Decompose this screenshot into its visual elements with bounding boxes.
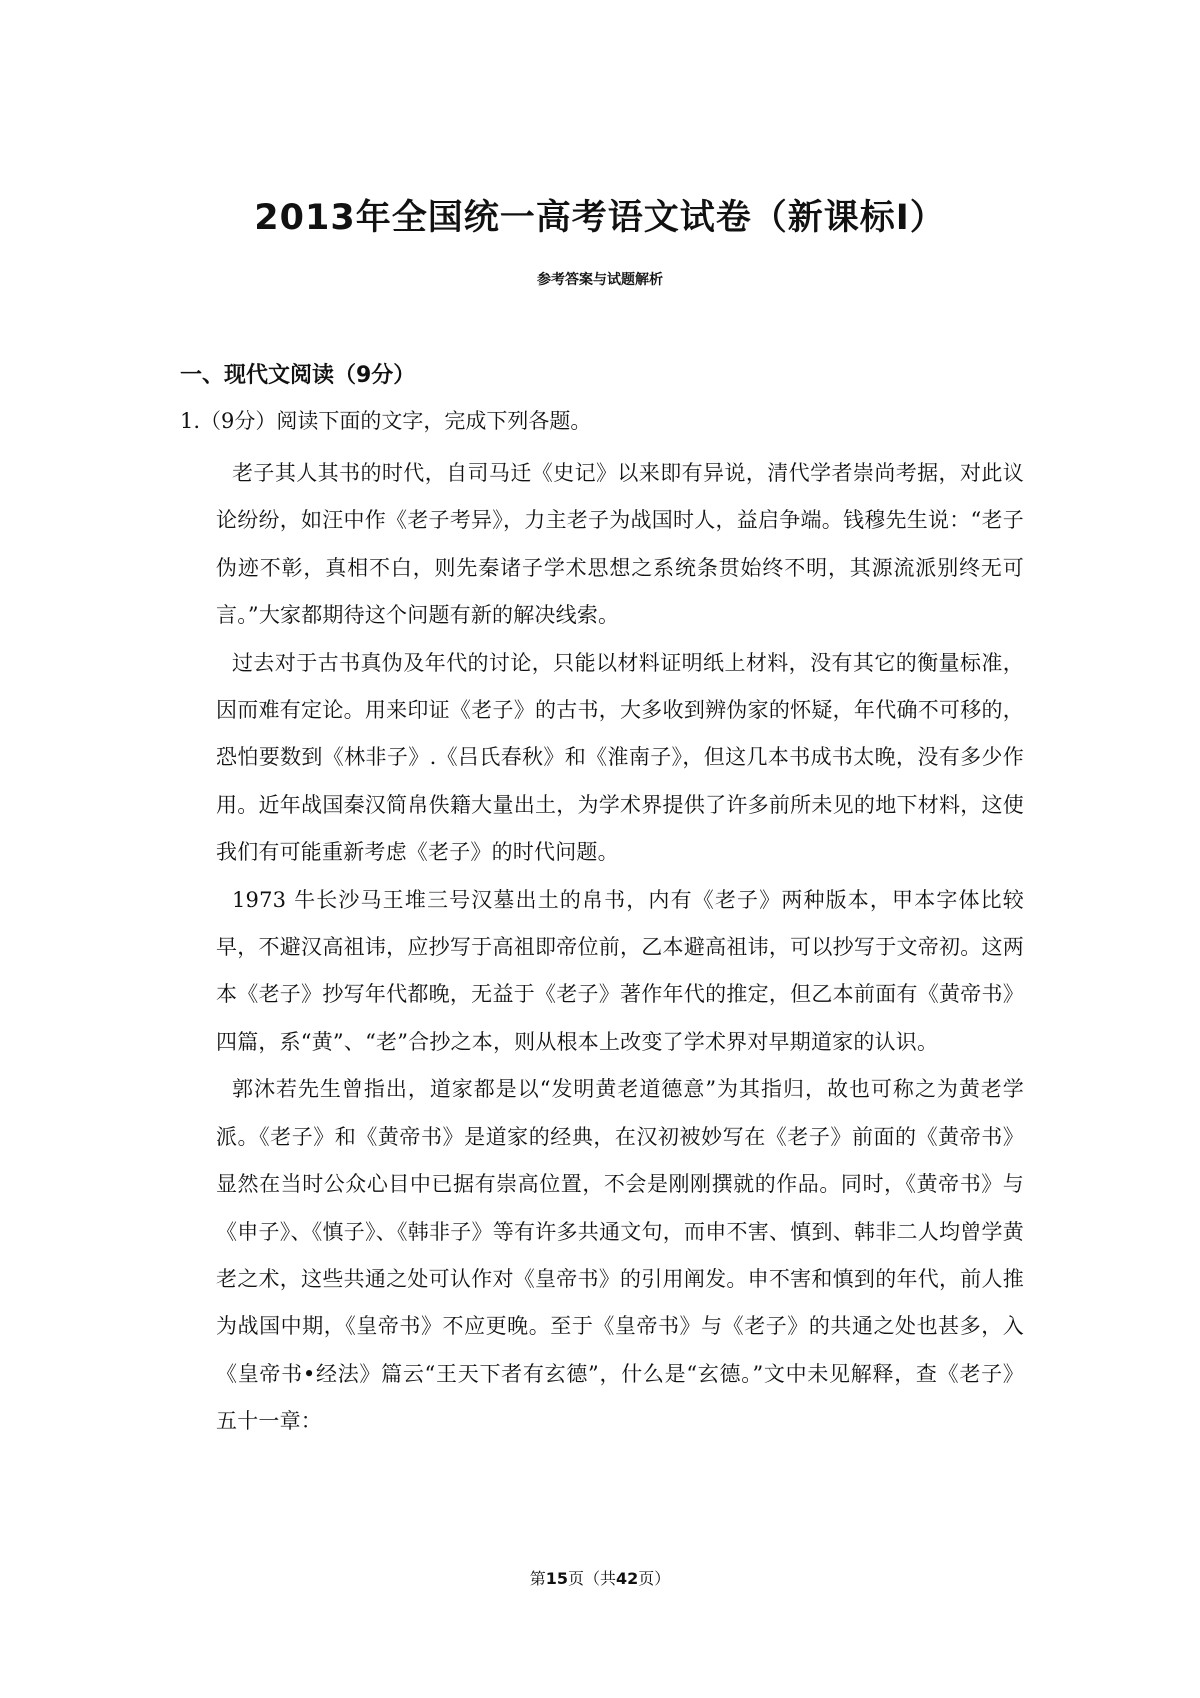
footer-total-pages: 42 (616, 1569, 639, 1588)
footer-current-page: 15 (545, 1569, 568, 1588)
section-heading: 一、现代文阅读（9分） (180, 363, 416, 388)
question-prompt (180, 405, 591, 437)
footer-middle: 页（共 (567, 1569, 616, 1588)
document-title: 2013年全国统一高考语文试卷（新课标Ⅰ） (254, 198, 946, 238)
passage-paragraph-4: 郭沐若先生曾指出，道家都是以“发明黄老道德意”为其指归，故也可称之为黄老学派。《老子》和《黄帝书》是道家的经典，在汉初被妙写在《老子》前面的《黄帝书》显然在当时公众心目中已据有崇高位置，不会是刚刚撰就的作品。同时，《黄帝书》与《申子》、《慎子》、《韩非子》等有许多共通文句，而申不害、慎到、韩非二人均曾学黄老之术，这些共通之处可认作对《皇帝书》的引用阐发。申不害和慎到的年代，前人推为战国中期，《皇帝书》不应更晚。至于《皇帝书》与《老子》的共通之处也甚多，入《皇帝书•经法》篇云“王天下者有玄德”，什么是“玄德。”文中未见解释，查《老子》五十一章： (216, 1077, 1024, 1434)
footer-suffix: 页） (638, 1569, 671, 1588)
question-text: （9分）阅读下面的文字，完成下列各题。 (200, 409, 592, 433)
document-subtitle: 参考答案与试题解析 (537, 272, 663, 288)
passage-paragraph-1: 老子其人其书的时代，自司马迁《史记》以来即有异说，清代学者崇尚考据，对此议论纷纷，如汪中作《老子考异》，力主老子为战国时人，益启争端。钱穆先生说：“老子伪迹不彰，真相不白，则先秦诸子学术思想之系统条贯始终不明，其源流派别终无可言。”大家都期待这个问题有新的解决线索。 (216, 461, 1024, 628)
footer-prefix: 第 (529, 1569, 546, 1588)
page-footer (0, 1568, 1200, 1590)
passage-paragraph-3: 1973 牛长沙马王堆三号汉墓出土的帛书，内有《老子》两种版本，甲本字体比较早，不避汉高祖讳，应抄写于高祖即帝位前，乙本避高祖讳，可以抄写于文帝初。这两本《老子》抄写年代都晚，无益于《老子》著作年代的推定，但乙本前面有《黄帝书》四篇，系“黄”、“老”合抄之本，则从根本上改变了学术界对早期道家的认识。 (216, 887, 1024, 1054)
passage-paragraph-2: 过去对于古书真伪及年代的讨论，只能以材料证明纸上材料，没有其它的衡量标准，因而难有定论。用来印证《老子》的古书，大多收到辨伪家的怀疑，年代确不可移的，恐怕要数到《林非子》.《吕氏春秋》和《淮南子》，但这几本书成书太晚，没有多少作用。近年战国秦汉简帛佚籍大量出土，为学术界提供了许多前所未见的地下材料，这使我们有可能重新考虑《老子》的时代问题。 (216, 650, 1024, 865)
question-number: 1. (180, 409, 201, 433)
reading-passage (216, 450, 1024, 1446)
